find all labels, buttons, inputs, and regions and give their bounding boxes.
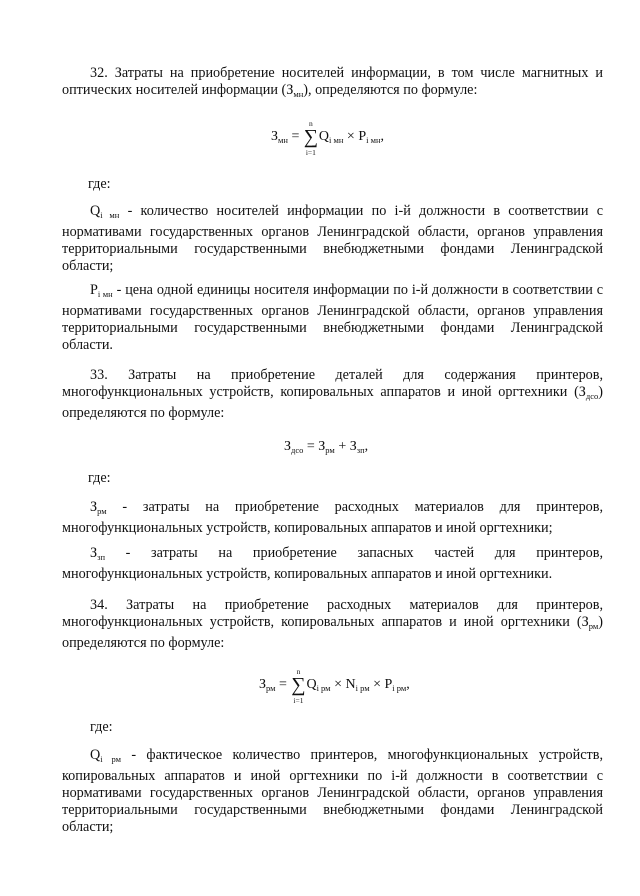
paragraph-33-lead: 33. Затраты на приобретение деталей для содержания принтеров, многофункциональных устройств, копировальных аппаратов и иной оргтехники (З	[62, 367, 603, 400]
paragraph-34-lead: 34. Затраты на приобретение расходных материалов для принтеров, многофункциональных устройств, копировальных аппаратов и иной оргтехники (З	[62, 597, 603, 630]
formula-1-times: ×	[343, 129, 359, 144]
definition-z-rm-text: - затраты на приобретение расходных материалов для принтеров, многофункциональных устройств, копировальных аппаратов и иной оргтехники;	[62, 499, 603, 536]
formula-1-term-q: Q	[318, 129, 329, 144]
formula-1-term-p-sub: i мн	[366, 135, 381, 145]
formula-3-term-n: N	[345, 677, 356, 692]
definition-q-rm-text: - фактическое количество принтеров, многофункциональных устройств, копировальных аппаратов и иной оргтехники по i-й должности в соответствии с нормативами государственных органов Ленинградской области, органов управления территориальными государственными внебюджетными фондами Ленинградской области;	[62, 747, 603, 835]
formula-2-term-zp: З	[349, 439, 357, 454]
where-label-1: где:	[88, 176, 111, 192]
definition-q-rm-sub: i рм	[100, 754, 122, 764]
definition-q-mn-symbol: Q	[90, 203, 101, 219]
paragraph-32	[62, 65, 603, 103]
formula-1-lhs-sub: мн	[278, 135, 288, 145]
paragraph-33	[62, 367, 603, 422]
formula-2-lhs-sub: дсо	[291, 445, 304, 455]
formula-2-plus: +	[334, 439, 350, 454]
definition-p-mn-sub: i мн	[97, 289, 113, 299]
where-label-3: где:	[90, 719, 113, 735]
definition-p-mn-symbol: P	[90, 282, 98, 298]
formula-1-term-q-sub: i мн	[328, 135, 344, 145]
definition-z-rm-sub: рм	[97, 506, 107, 516]
formula-3-sum-bottom: i=1	[293, 696, 304, 705]
formula-3-lhs-sub: рм	[266, 683, 276, 693]
definition-q-mn	[62, 203, 603, 275]
paragraph-34-sub: рм	[588, 621, 599, 631]
formula-1-lhs: З	[271, 129, 279, 144]
formula-1	[271, 119, 385, 157]
formula-3-eq: =	[275, 677, 291, 692]
formula-2-eq: =	[303, 439, 319, 454]
formula-3-sum-top: n	[296, 667, 301, 676]
formula-3-term-p: P	[384, 677, 393, 692]
paragraph-34	[62, 597, 603, 652]
formula-1-term-p: P	[358, 129, 367, 144]
formula-3-term-n-sub: i рм	[355, 683, 370, 693]
formula-1-sum-top: n	[308, 119, 313, 128]
formula-2-term-zp-sub: зп	[356, 445, 365, 455]
definition-p-mn-text: - цена одной единицы носителя информации по i-й должности в соответствии с нормативами государственных органов Ленинградской области, органов управления территориальными государственными внебюджетными фондами Ленинградской области.	[62, 282, 604, 353]
where-label-2: где:	[88, 470, 111, 486]
formula-3-term-p-sub: i рм	[392, 683, 407, 693]
definition-z-rm	[62, 499, 603, 537]
formula-3	[259, 667, 410, 705]
formula-2-term-rm: З	[318, 439, 326, 454]
formula-1-sum-bottom: i=1	[305, 148, 316, 157]
formula-2	[284, 438, 368, 459]
paragraph-32-tail: ), определяются по формуле:	[303, 82, 478, 98]
definition-p-mn	[62, 282, 603, 354]
formula-2-term-rm-sub: рм	[325, 445, 335, 455]
definition-q-mn-sub: i мн	[100, 210, 120, 220]
paragraph-32-sub: мн	[293, 89, 304, 99]
formula-1-end: ,	[380, 129, 385, 144]
definition-q-rm-symbol: Q	[90, 747, 101, 763]
definition-z-zp-text: - затраты на приобретение запасных частей для принтеров, многофункциональных устройств, копировальных аппаратов и иной оргтехники.	[62, 545, 603, 582]
definition-z-zp-sub: зп	[97, 552, 106, 562]
paragraph-33-sub: дсо	[585, 391, 599, 401]
paragraph-33-tail: ) определяются по формуле:	[62, 384, 603, 421]
formula-3-lhs: З	[259, 677, 267, 692]
formula-2-end: ,	[364, 439, 369, 454]
paragraph-34-tail: ) определяются по формуле:	[62, 614, 603, 651]
formula-3-term-q: Q	[306, 677, 317, 692]
formula-3-end: ,	[406, 677, 410, 692]
formula-1-eq: =	[287, 129, 303, 144]
formula-3-sum: n ∑ i=1	[291, 667, 306, 705]
paragraph-32-lead: 32. Затраты на приобретение носителей информации, в том числе магнитных и оптических носителей информации (З	[62, 65, 603, 98]
definition-z-rm-symbol: З	[90, 499, 98, 515]
formula-1-sum: n ∑ i=1	[303, 119, 318, 157]
definition-q-mn-text: - количество носителей информации по i-й должности в соответствии с нормативами государственных органов Ленинградской области, органов управления территориальными государственными внебюджетными фондами Ленинградской области;	[62, 203, 603, 274]
definition-q-rm	[62, 747, 603, 836]
formula-3-times-1: ×	[330, 677, 346, 692]
definition-z-zp-symbol: З	[90, 545, 98, 561]
definition-z-zp	[62, 545, 603, 583]
formula-3-term-q-sub: i рм	[316, 683, 331, 693]
formula-2-lhs: З	[284, 439, 292, 454]
formula-3-times-2: ×	[369, 677, 385, 692]
